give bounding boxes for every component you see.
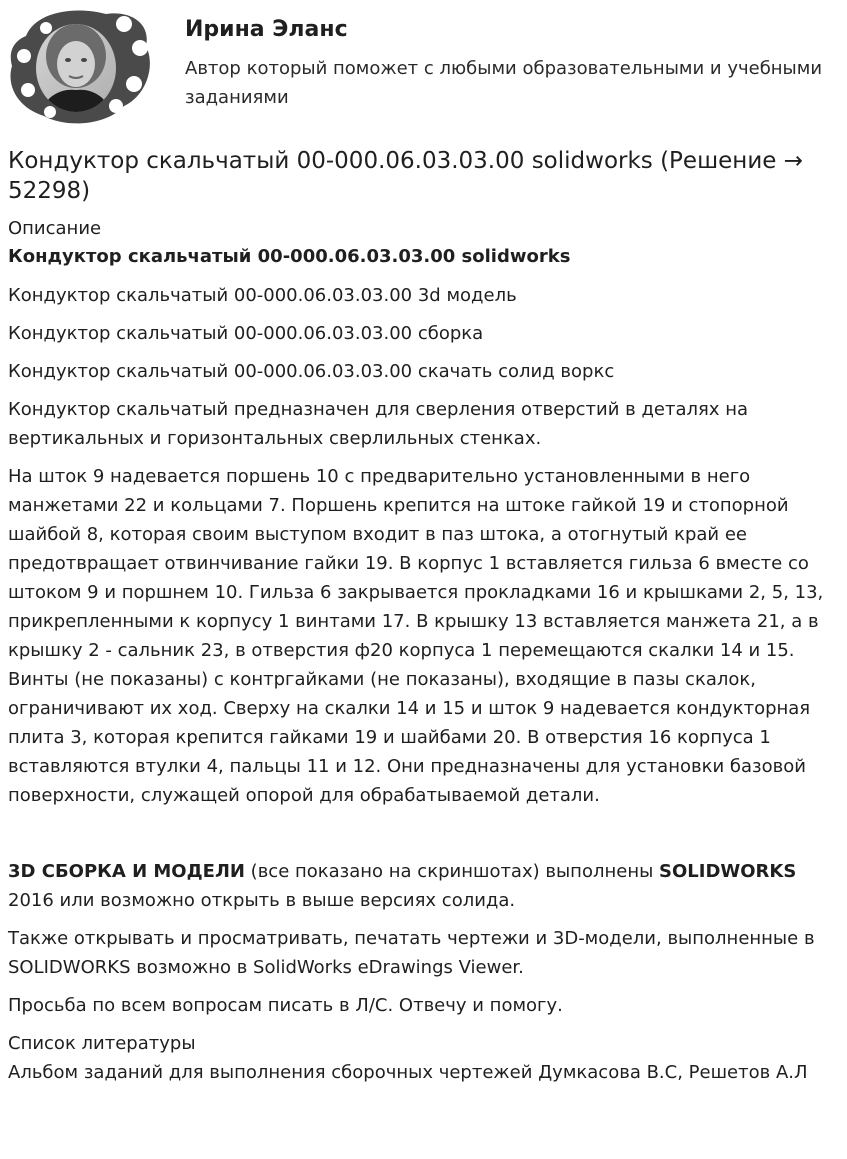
- author-description: Автор который поможет с любыми образовательными и учебными заданиями: [185, 58, 823, 108]
- avatar-image: [6, 6, 154, 128]
- solidworks-bold-models: 3D СБОРКА И МОДЕЛИ: [8, 861, 245, 882]
- solidworks-paragraph: [8, 857, 842, 915]
- page-title: Кондуктор скальчатый 00-000.06.03.03.00 solidworks (Решение → 52298): [8, 148, 803, 204]
- author-name[interactable]: Ирина Эланс: [185, 17, 348, 42]
- description-heading: Кондуктор скальчатый 00-000.06.03.03.00 solidworks: [8, 246, 571, 267]
- work-content: [8, 146, 842, 1087]
- solidworks-version-text: 2016 или возможно открыть в выше версиях солида.: [8, 890, 516, 911]
- purpose-paragraph: Кондуктор скальчатый предназначен для сверления отверстий в деталях на вертикальных и горизонтальных сверлильных стенках.: [8, 399, 749, 449]
- edrawings-paragraph: Также открывать и просматривать, печатать чертежи и 3D-модели, выполненные в SOLIDWORKS возможно в SolidWorks eDrawings Viewer.: [8, 928, 815, 978]
- description-line: Кондуктор скальчатый 00-000.06.03.03.00 сборка: [8, 323, 484, 344]
- description-line: Кондуктор скальчатый 00-000.06.03.03.00 скачать солид воркс: [8, 361, 615, 382]
- contact-paragraph: Просьба по всем вопросам писать в Л/С. Отвечу и помогу.: [8, 995, 563, 1016]
- description-line: Кондуктор скальчатый 00-000.06.03.03.00 3d модель: [8, 285, 517, 306]
- avatar[interactable]: [6, 6, 154, 128]
- author-card: [6, 6, 841, 126]
- spacer: [8, 819, 842, 857]
- literature-item: Альбом заданий для выполнения сборочных чертежей Думкасова В.С, Решетов А.Л: [8, 1062, 808, 1083]
- solidworks-bold-name: SOLIDWORKS: [659, 861, 797, 882]
- description-label: Описание: [8, 218, 102, 239]
- assembly-paragraph: На шток 9 надевается поршень 10 с предварительно установленными в него манжетами 22 и кольцами 7. Поршень крепится на штоке гайкой 19 и стопорной шайбой 8, которая своим выступом входит в паз штока, а отогнутый край ее предотвращает отвинчивание гайки 19. В корпус 1 вставляется гильза 6 вместе со штоком 9 и поршнем 10. Гильза 6 закрывается прокладками 16 и крышками 2, 5, 13, прикрепленными к корпусу 1 винтами 17. В крышку 13 вставляется манжета 21, а в крышку 2 - сальник 23, в отверстия ф20 корпуса 1 перемещаются скалки 14 и 15. Винты (не показаны) с контргайками (не показаны), входящие в пазы скалок, ограничивают их ход. Сверху на скалки 14 и 15 и шток 9 надевается кондукторная плита 3, которая крепится гайками 19 и шайбами 20. В отверстия 16 корпуса 1 вставляются втулки 4, пальцы 11 и 12. Они предназначены для установки базовой поверхности, служащей опорой для обрабатываемой детали.: [8, 466, 824, 806]
- solidworks-text: (все показано на скриншотах) выполнены: [244, 861, 660, 882]
- literature-label: Список литературы: [8, 1033, 196, 1054]
